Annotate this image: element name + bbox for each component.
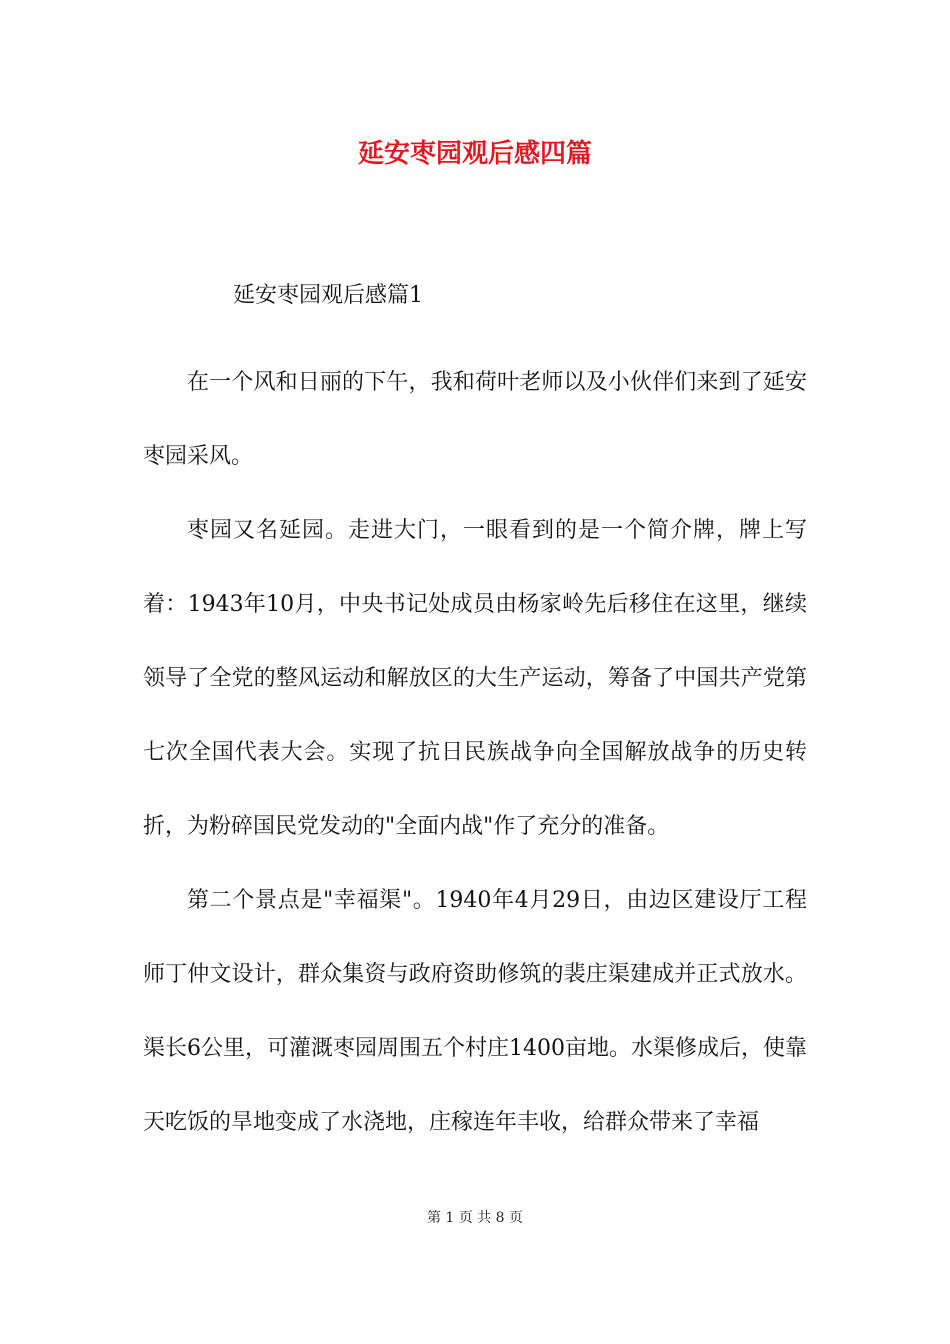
paragraph-3: 第二个景点是"幸福渠"。1940年4月29日，由边区建设厅工程师丁仲文设计，群众集资与政府资助修筑的裴庄渠建成并正式放水。渠长6公里，可灌溉枣园周围五个村庄1400亩地。水渠修成后，使靠天吃饭的旱地变成了水浇地，庄稼连年丰收，给群众带来了幸福: [143, 888, 807, 1135]
document-body: [143, 346, 807, 1160]
document-title: 延安枣园观后感四篇: [357, 139, 592, 169]
paragraph-1: 在一个风和日丽的下午，我和荷叶老师以及小伙伴们来到了延安枣园采风。: [143, 370, 807, 469]
paragraph-2: 枣园又名延园。走进大门，一眼看到的是一个简介牌，牌上写着：1943年10月，中央书记处成员由杨家岭先后移住在这里，继续领导了全党的整风运动和解放区的大生产运动，筹备了中国共产党第七次全国代表大会。实现了抗日民族战争向全国解放战争的历史转折，为粉碎国民党发动的"全面内战"作了充分的准备。: [143, 518, 807, 839]
page-footer: 第 1 页 共 8 页: [426, 1210, 524, 1226]
section-heading: 延安枣园观后感篇1: [233, 283, 423, 308]
